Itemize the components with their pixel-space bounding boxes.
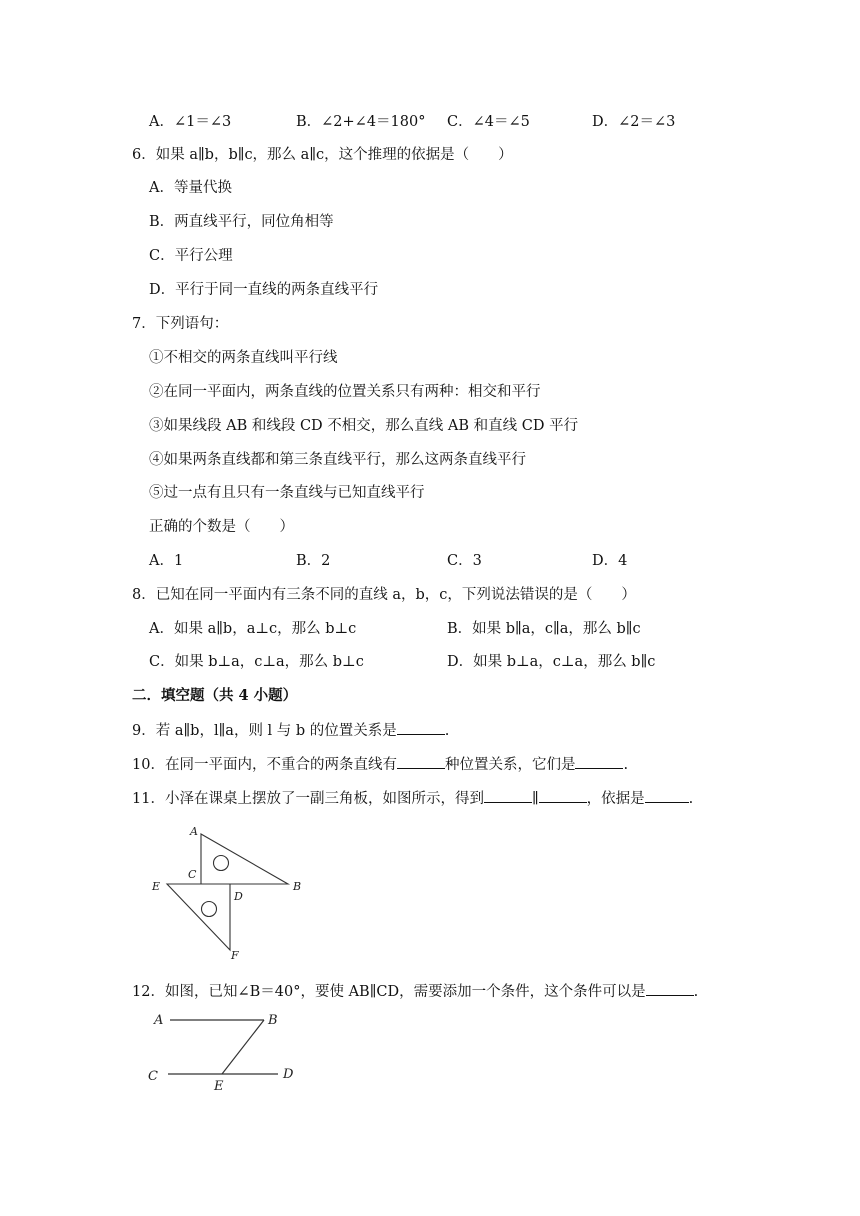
q12-parallel-lines-figure bbox=[140, 1008, 310, 1098]
q9-answer-blank[interactable] bbox=[397, 720, 445, 735]
q8-option-a: A．如果 a∥b，a⊥c，那么 b⊥c bbox=[149, 621, 357, 637]
q10-text-2: 种位置关系，它们是 bbox=[444, 757, 576, 773]
q11-text-1: 11．小泽在课桌上摆放了一副三角板，如图所示，得到 bbox=[132, 791, 484, 807]
q12-period: . bbox=[693, 984, 699, 1000]
q8-stem: 8．已知在同一平面内有三条不同的直线 a，b，c，下列说法错误的是（ ） bbox=[132, 587, 636, 603]
q9-period: . bbox=[444, 723, 450, 739]
q5-option-d: D．∠2＝∠3 bbox=[592, 114, 676, 130]
q11-label-e: E bbox=[152, 880, 161, 893]
q11-answer-blank-1[interactable] bbox=[484, 788, 532, 803]
q11-parallel-symbol: ∥ bbox=[531, 791, 539, 807]
q7-statement-2: ②在同一平面内，两条直线的位置关系只有两种：相交和平行 bbox=[149, 384, 541, 400]
q7-statement-5: ⑤过一点有且只有一条直线与已知直线平行 bbox=[149, 485, 425, 501]
q11-answer-blank-3[interactable] bbox=[645, 788, 689, 803]
q5-option-b: B．∠2+∠4＝180° bbox=[296, 114, 426, 130]
q7-stem: 7．下列语句： bbox=[132, 316, 229, 332]
q10-period: . bbox=[623, 757, 629, 773]
q11 bbox=[132, 788, 693, 809]
q12-label-c: C bbox=[148, 1069, 158, 1084]
q7-statement-4: ④如果两条直线都和第三条直线平行，那么这两条直线平行 bbox=[149, 452, 526, 468]
q11-text-2: ，依据是 bbox=[586, 791, 645, 807]
q11-label-f: F bbox=[231, 949, 239, 962]
q6-option-a: A．等量代换 bbox=[149, 180, 232, 196]
q8-option-b: B．如果 b∥a，c∥a，那么 b∥c bbox=[447, 621, 641, 637]
q9 bbox=[132, 720, 449, 741]
q11-triangle-figure bbox=[145, 822, 310, 962]
q11-label-c: C bbox=[188, 868, 197, 881]
q6-option-c: C．平行公理 bbox=[149, 248, 233, 264]
q10 bbox=[132, 754, 628, 775]
q12 bbox=[132, 981, 698, 1002]
q9-text: 9．若 a∥b，l∥a，则 l 与 b 的位置关系是 bbox=[132, 723, 397, 739]
q11-label-a: A bbox=[190, 825, 198, 838]
q5-option-c: C．∠4＝∠5 bbox=[447, 114, 530, 130]
q12-label-a: A bbox=[154, 1013, 164, 1028]
q7-option-b: B．2 bbox=[296, 553, 331, 569]
q7-statement-3: ③如果线段 AB 和线段 CD 不相交，那么直线 AB 和直线 CD 平行 bbox=[149, 418, 579, 434]
q11-answer-blank-2[interactable] bbox=[539, 788, 587, 803]
q8-option-d: D．如果 b⊥a，c⊥a，那么 b∥c bbox=[447, 654, 656, 670]
q7-option-d: D．4 bbox=[592, 553, 628, 569]
q6-option-b: B．两直线平行，同位角相等 bbox=[149, 214, 334, 230]
q7-question: 正确的个数是（ ） bbox=[149, 519, 294, 535]
q10-answer-blank-1[interactable] bbox=[397, 754, 445, 769]
q11-label-d: D bbox=[234, 890, 243, 903]
q12-label-e: E bbox=[214, 1079, 224, 1094]
q10-answer-blank-2[interactable] bbox=[575, 754, 623, 769]
q12-label-b: B bbox=[268, 1013, 278, 1028]
q12-label-d: D bbox=[283, 1067, 294, 1082]
q6-stem: 6．如果 a∥b，b∥c，那么 a∥c，这个推理的依据是（ ） bbox=[132, 147, 513, 163]
q7-statement-1: ①不相交的两条直线叫平行线 bbox=[149, 350, 338, 366]
q12-answer-blank[interactable] bbox=[646, 981, 694, 996]
q11-label-b: B bbox=[293, 880, 302, 893]
q7-option-c: C．3 bbox=[447, 553, 482, 569]
q11-period: . bbox=[688, 791, 694, 807]
q6-option-d: D．平行于同一直线的两条直线平行 bbox=[149, 282, 379, 298]
q8-option-c: C．如果 b⊥a，c⊥a，那么 b⊥c bbox=[149, 654, 364, 670]
q12-text: 12．如图，已知∠B＝40°，要使 AB∥CD，需要添加一个条件，这个条件可以是 bbox=[132, 984, 646, 1000]
q7-option-a: A．1 bbox=[149, 553, 184, 569]
section-heading: 二．填空题（共 4 小题） bbox=[132, 687, 298, 704]
q5-option-a: A．∠1＝∠3 bbox=[149, 114, 232, 130]
q10-text-1: 10．在同一平面内，不重合的两条直线有 bbox=[132, 757, 397, 773]
